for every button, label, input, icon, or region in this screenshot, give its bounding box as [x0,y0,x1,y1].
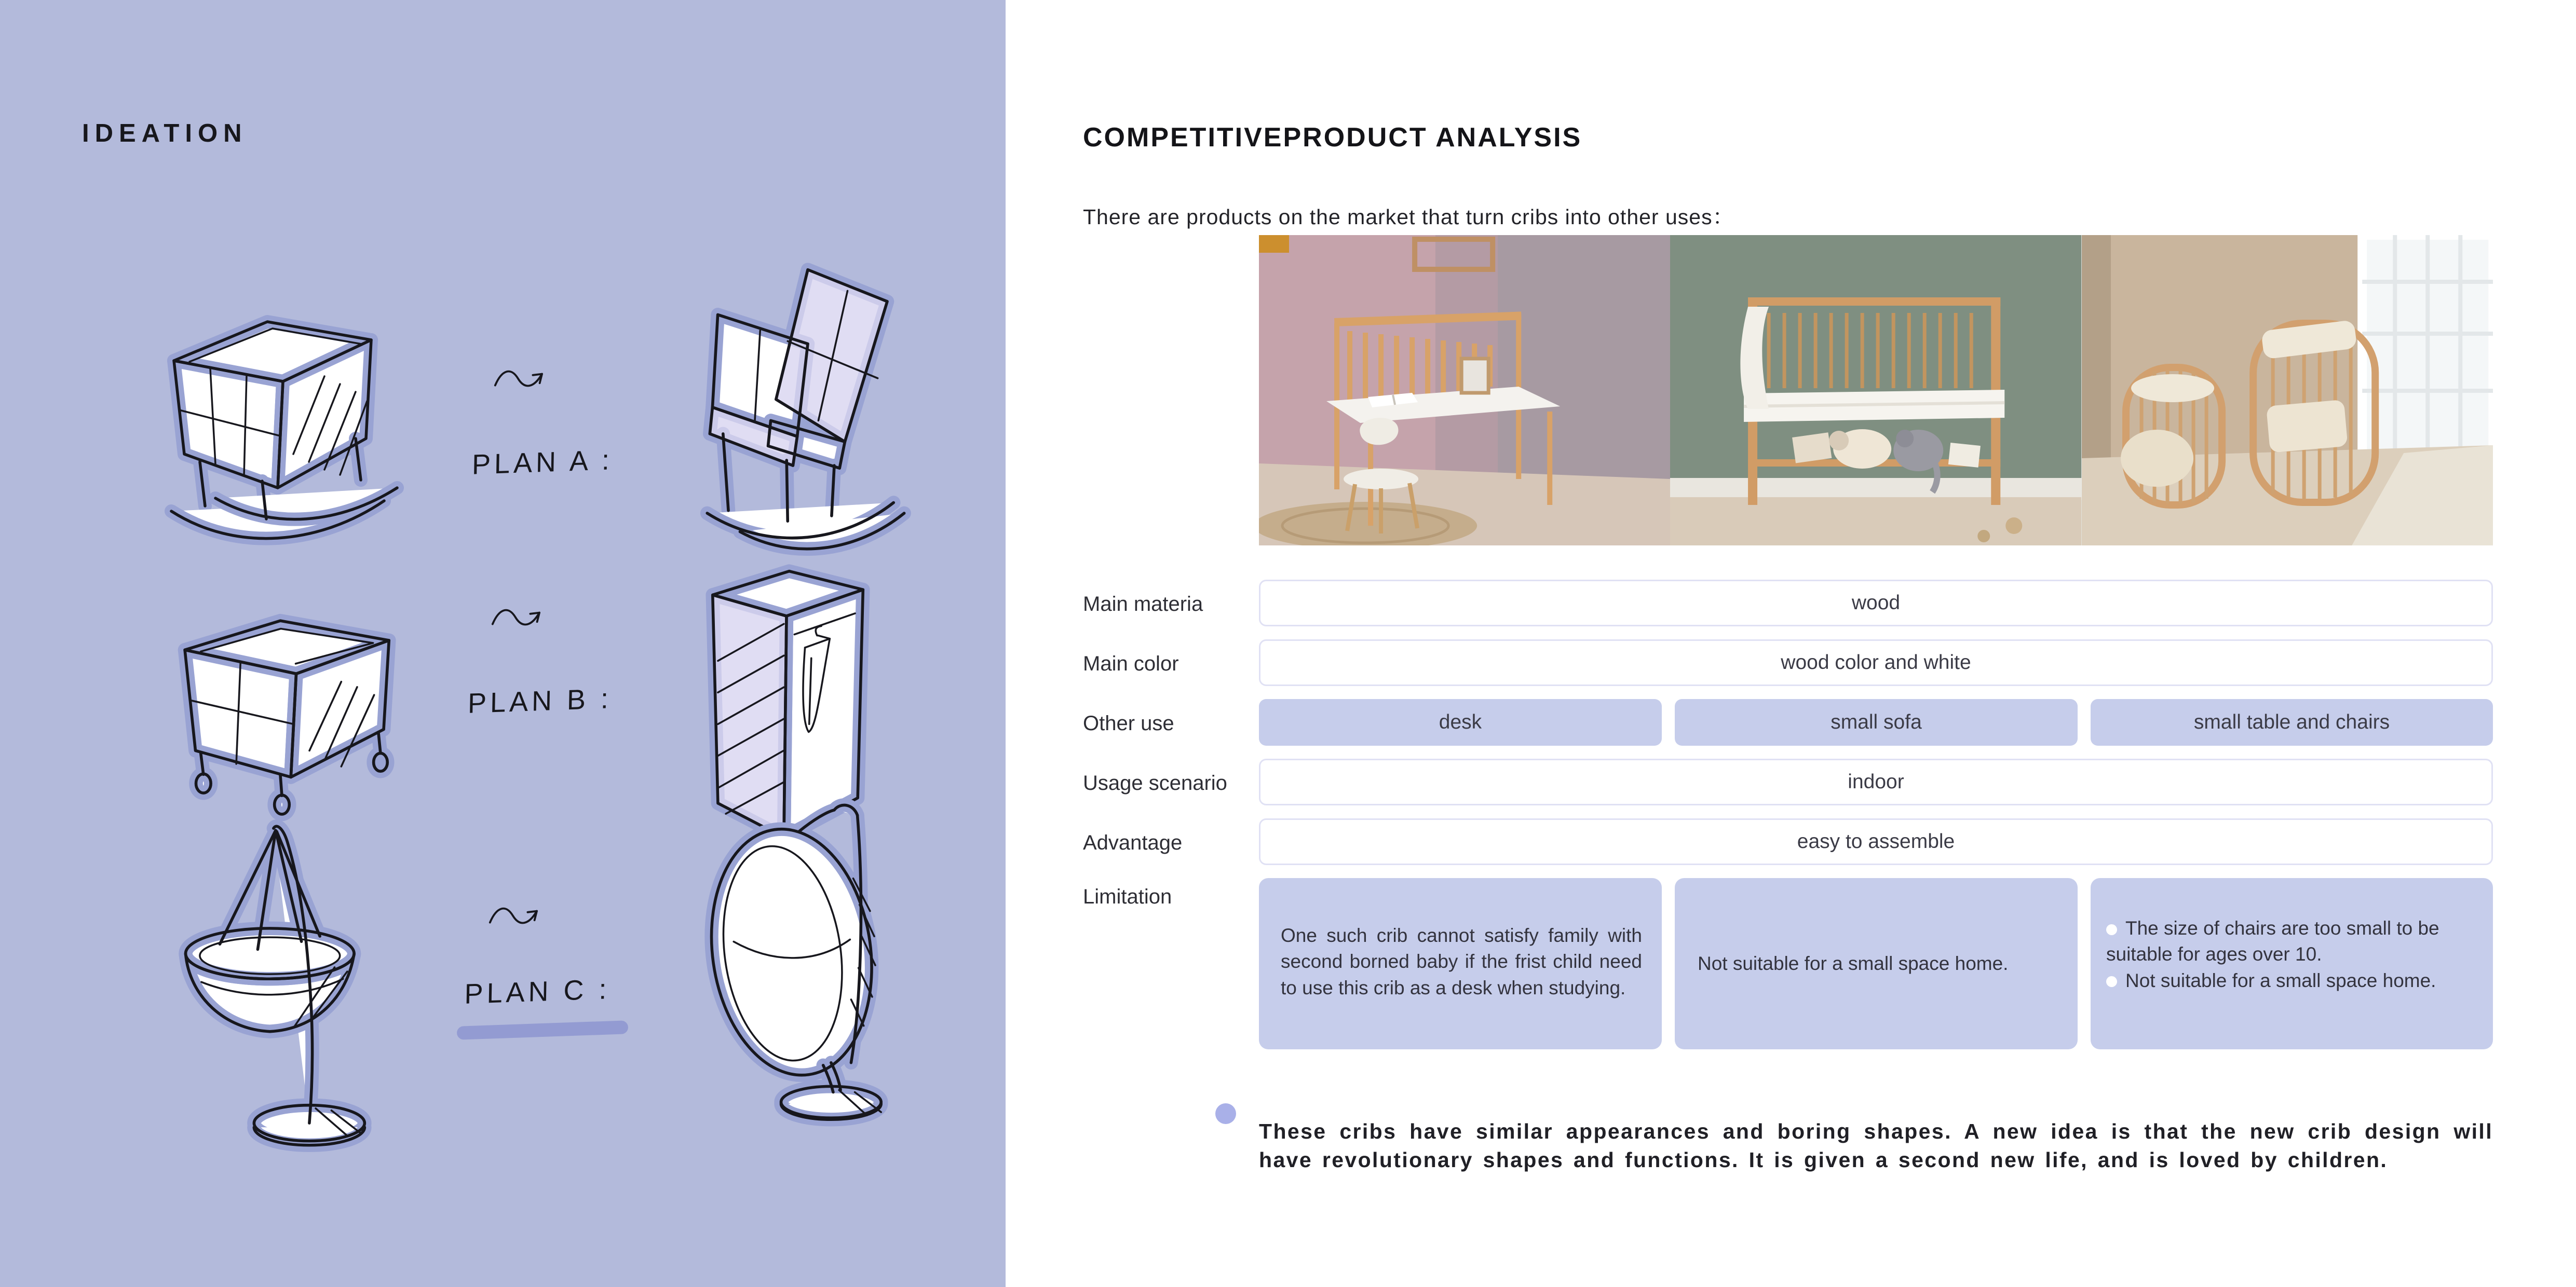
photo-oval-crib-set [2082,235,2493,545]
limitation-bullet-1: The size of chairs are too small to be suitable for ages over 10. [2106,918,2439,965]
cell-other-use-3: small table and chairs [2091,699,2493,746]
label-limitation: Limitation [1083,885,1172,908]
sketch-hanging-bassinet [140,786,415,1155]
sketch-egg-chair [672,778,927,1147]
plan-a-label: PLAN A : [471,444,614,481]
label-main-material: Main materia [1083,593,1203,615]
plan-b-label: PLAN B : [467,683,613,719]
cell-other-use-1: desk [1259,699,1662,746]
limitation-bullet-2: Not suitable for a small space home. [2106,968,2436,994]
label-advantage: Advantage [1083,831,1183,854]
sketch-rocking-chair [649,244,914,576]
plan-c-label: PLAN C : [464,974,611,1010]
cell-limitation-2: Not suitable for a small space home. [1675,878,2078,1049]
cell-limitation-1: One such crib cannot satisfy family with second borned baby if the frist child need to use this crib as a desk when studying. [1259,878,1662,1049]
white-dot-icon [2106,976,2117,987]
plan-b-arrow-icon [488,597,545,633]
plan-a-arrow-icon [491,358,548,394]
plan-c-arrow-icon [485,895,543,932]
photo-crib-desk [1259,235,1670,545]
ideation-title: IDEATION [82,119,248,147]
conclusion-text: These cribs have similar appearances and boring shapes. A new idea is that the new crib design will have revolutionary shapes and functions. It is given a second new life, and is loved by children. [1259,1119,2493,1172]
ideation-panel [0,0,1006,1287]
label-other-use: Other use [1083,712,1174,735]
plan-c-underline [457,1020,629,1040]
label-main-color: Main color [1083,652,1179,675]
cell-main-color: wood color and white [1259,639,2493,686]
conclusion-bullet-icon [1215,1103,1236,1124]
cell-other-use-2: small sofa [1675,699,2078,746]
cell-limitation-3 [2091,878,2493,1049]
analysis-title: COMPETITIVEPRODUCT ANALYSIS [1083,122,1582,153]
sketch-crib-rockers [132,283,413,573]
cell-main-material: wood [1259,580,2493,626]
photo-crib-storage [1670,235,2081,545]
product-photos [1259,235,2493,545]
analysis-subtitle: There are products on the market that turn cribs into other uses： [1083,205,1734,229]
cell-advantage: easy to assemble [1259,818,2493,865]
white-dot-icon [2106,924,2117,935]
label-usage-scenario: Usage scenario [1083,772,1227,795]
analysis-panel [1006,0,2576,1287]
cell-usage-scenario: indoor [1259,759,2493,805]
